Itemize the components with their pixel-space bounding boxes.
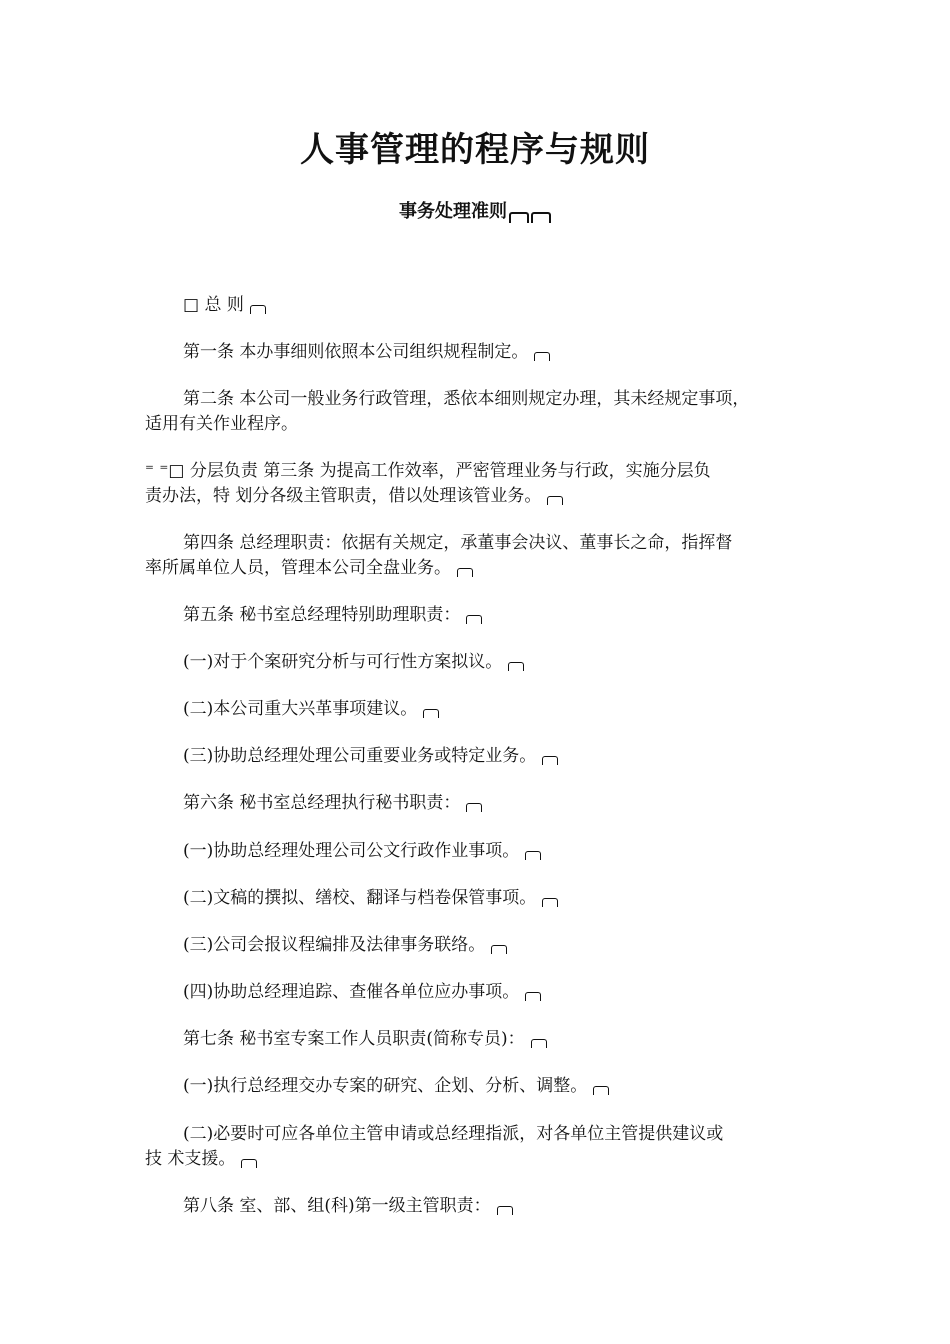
paragraph-mark-icon — [250, 305, 266, 314]
list-item — [145, 933, 815, 958]
paragraph-mark-icon — [497, 1206, 513, 1215]
paragraph-mark-icon — [457, 568, 473, 577]
paragraph-mark-icon — [531, 1039, 547, 1048]
paragraph-line: (三)协助总经理处理公司重要业务或特定业务。 — [183, 746, 537, 766]
paragraph-line: □ 总 则 — [183, 295, 244, 315]
paragraph-line: (一)对于个案研究分析与可行性方案拟议。 — [183, 652, 503, 672]
paragraph-article-1 — [145, 340, 815, 365]
list-item — [145, 1122, 815, 1172]
paragraph-line: (一)执行总经理交办专案的研究、企划、分析、调整。 — [183, 1076, 588, 1096]
paragraph-mark-icon — [423, 709, 439, 718]
paragraph-article-7 — [145, 1027, 815, 1052]
paragraph-mark-icon — [466, 803, 482, 812]
paragraph-mark-icon — [466, 615, 482, 624]
paragraph-line: (二)文稿的撰拟、缮校、翻译与档卷保管事项。 — [183, 888, 537, 908]
list-item — [145, 744, 815, 769]
list-item — [145, 839, 815, 864]
paragraph-line: 责办法，特 划分各级主管职责，借以处理该管业务。 — [145, 486, 542, 506]
paragraph-line: 第六条 秘书室总经理执行秘书职责： — [183, 793, 461, 813]
paragraph-line: 第二条 本公司一般业务行政管理，悉依本细则规定办理，其未经规定事项， — [183, 389, 750, 409]
paragraph-mark-icon — [241, 1159, 257, 1168]
paragraph-article-6 — [145, 791, 815, 816]
paragraph-line: (四)协助总经理追踪、查催各单位应办事项。 — [183, 982, 520, 1002]
list-item — [145, 886, 815, 911]
paragraph-line: 适用有关作业程序。 — [145, 414, 298, 434]
paragraph-line: 第七条 秘书室专案工作人员职责(简称专员)： — [183, 1029, 525, 1049]
subtitle-text: 事务处理准则 — [399, 201, 507, 222]
document-subtitle — [0, 198, 950, 226]
paragraph-mark-icon — [593, 1086, 609, 1095]
paragraph-mark-icon — [525, 851, 541, 860]
list-item — [145, 650, 815, 675]
paragraph-mark-icon — [547, 496, 563, 505]
list-item — [145, 980, 815, 1005]
paragraph-article-8 — [145, 1194, 815, 1219]
list-item — [145, 1074, 815, 1099]
paragraph-mark-icon — [525, 992, 541, 1001]
paragraph-line: 第五条 秘书室总经理特别助理职责： — [183, 605, 461, 625]
paragraph-mark-icon — [542, 898, 558, 907]
paragraph-mark-icon — [542, 756, 558, 765]
paragraph-article-3 — [145, 459, 815, 509]
paragraph-mark-icon — [491, 945, 507, 954]
paragraph-line: 第一条 本办事细则依照本公司组织规程制定。 — [183, 342, 529, 362]
paragraph-article-4 — [145, 531, 815, 581]
paragraph-line: (二)必要时可应各单位主管申请或总经理指派，对各单位主管提供建议或 — [183, 1124, 724, 1144]
paragraph-line: 率所属单位人员，管理本公司全盘业务。 — [145, 558, 451, 578]
paragraph-line: (一)协助总经理处理公司公文行政作业事项。 — [183, 841, 520, 861]
paragraph-line: 第八条 室、部、组(科)第一级主管职责： — [183, 1196, 491, 1216]
paragraph-line: (三)公司会报议程编排及法律事务联络。 — [183, 935, 486, 955]
paragraph-line: (二)本公司重大兴革事项建议。 — [183, 699, 418, 719]
paragraph-line: 技 术支援。 — [145, 1149, 236, 1169]
document-title: 人事管理的程序与规则 — [300, 130, 650, 170]
paragraph-article-2 — [145, 387, 815, 437]
paragraph-article-5 — [145, 603, 815, 628]
section-heading — [145, 293, 815, 318]
paragraph-line: 第四条 总经理职责：依据有关规定，承董事会决议、董事长之命，指挥督 — [183, 533, 733, 553]
paragraph-mark-icon — [509, 212, 529, 223]
list-item — [145, 697, 815, 722]
paragraph-mark-icon — [534, 352, 550, 361]
paragraph-mark-icon — [508, 662, 524, 671]
paragraph-line: ⁼ ⁼□ 分层负责 第三条 为提高工作效率，严密管理业务与行政，实施分层负 — [145, 461, 711, 481]
paragraph-mark-icon — [531, 212, 551, 223]
